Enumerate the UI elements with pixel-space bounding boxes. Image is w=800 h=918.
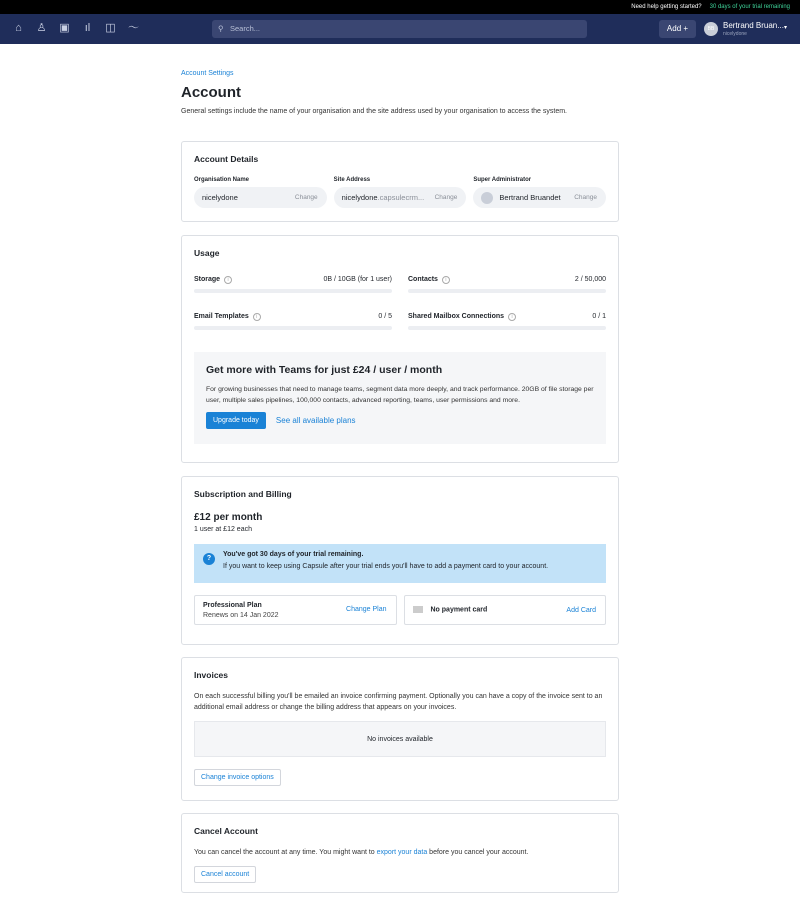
cancel-text-before: You can cancel the account at any time. You might want to [194,849,377,856]
promo-title: Get more with Teams for just £24 / user / month [206,364,443,376]
chevron-down-icon[interactable]: ▾ [784,25,788,31]
trial-notice [194,544,606,583]
site-label: Site Address [333,177,371,183]
card-title: Invoices [194,670,229,680]
help-link[interactable]: Need help getting started? [631,4,702,10]
see-plans-link[interactable]: See all available plans [275,416,356,425]
invoices-text: On each successful billing you'll be emailed an invoice confirming payment. Optionally you can have a copy of the invoice sent to an additional email address or change the billing address that appears on your invoices. [194,693,603,711]
account-details-card [181,141,619,222]
page-intro: General settings include the name of your organisation and the site address used by your organisation to access the system. [181,108,567,115]
org-label: Organisation Name [194,177,250,183]
usage-item [194,276,392,293]
usage-item [194,313,392,330]
card-title: Account Details [194,154,259,164]
change-admin-button[interactable]: Change [574,194,598,201]
invoices-card [181,657,619,801]
info-icon[interactable]: i [253,313,261,321]
projects-icon[interactable]: ◫ [105,22,116,34]
notice-title: You've got 30 days of your trial remaining. [223,551,364,558]
reports-icon[interactable]: ıl [84,22,91,34]
notice-text: If you want to keep using Capsule after your trial ends you'll have to add a payment card to your account. [223,563,549,570]
usage-value: 2 / 50,000 [574,276,606,283]
promo-text: For growing businesses that need to manage teams, segment data more deeply, and track performance. 20GB of file storage per user, multiple sales pipelines, 100,000 contacts, advanced reporting, teams, user permissions and more. [206,386,594,404]
org-name-field [194,187,327,208]
site-domain: .capsulecrm... [377,193,425,202]
upgrade-promo [194,352,606,444]
navbar [0,14,800,44]
search-icon: ⚲ [218,24,224,33]
calendar-icon[interactable]: ▣ [59,22,70,34]
change-site-button[interactable]: Change [434,194,458,201]
plan-name: Professional Plan [203,602,262,609]
cancel-card [181,813,619,893]
person-icon[interactable]: ♙ [36,22,47,34]
change-org-button[interactable]: Change [294,194,318,201]
usage-bar [408,289,606,293]
question-icon: ? [203,553,215,565]
site-address-field [334,187,467,208]
cancel-text [194,847,606,858]
credit-card-icon [413,606,423,613]
cancel-text-after: before you cancel your account. [427,849,529,856]
cancel-account-button[interactable]: Cancel account [194,866,256,883]
home-icon[interactable]: ⌂ [15,22,22,34]
add-button[interactable]: Add + [659,20,696,38]
usage-item [408,276,606,293]
plan-box [194,595,397,625]
upgrade-button[interactable]: Upgrade today [206,412,266,429]
usage-bar [408,326,606,330]
payment-box [404,595,607,625]
usage-label: Contacts [408,276,438,283]
export-data-link[interactable]: export your data [376,849,428,856]
usage-label: Shared Mailbox Connections [408,313,505,320]
admin-field [473,187,606,208]
usage-value: 0B / 10GB (for 1 user) [323,276,392,283]
change-plan-link[interactable]: Change Plan [346,606,387,613]
usage-bar [194,326,392,330]
card-title: Subscription and Billing [194,489,292,499]
user-org: nicelydone [723,31,747,37]
usage-bar [194,289,392,293]
page-title: Account [181,84,241,101]
top-strip [0,0,800,14]
avatar[interactable]: BB [704,22,718,36]
info-icon[interactable]: i [442,276,450,284]
admin-label: Super Administrator [473,177,532,183]
usage-label: Email Templates [194,313,249,320]
usage-value: 0 / 1 [592,313,606,320]
trial-link[interactable]: 30 days of your trial remaining [709,4,790,10]
change-invoice-options-button[interactable]: Change invoice options [194,769,281,786]
user-name[interactable]: Bertrand Bruan... [723,21,784,30]
price-sub: 1 user at £12 each [194,526,252,533]
activity-icon[interactable]: 〜 [128,22,139,34]
invoices-empty: No invoices available [194,721,606,757]
usage-label: Storage [194,276,221,283]
price: £12 per month [194,512,263,523]
add-card-link[interactable]: Add Card [566,607,596,614]
card-title: Cancel Account [194,826,258,836]
info-icon[interactable]: i [508,313,516,321]
billing-card [181,476,619,645]
site-sub: nicelydone [341,193,378,202]
no-card-text: No payment card [430,606,488,614]
org-value: nicelydone [202,193,238,202]
search-placeholder: Search... [230,24,261,33]
card-title: Usage [194,248,220,258]
breadcrumb[interactable]: Account Settings [181,70,234,77]
usage-value: 0 / 5 [378,313,392,320]
usage-item [408,313,606,330]
admin-name: Bertrand Bruandet [499,193,561,202]
info-icon[interactable]: i [224,276,232,284]
plan-renews: Renews on 14 Jan 2022 [203,612,279,619]
search-input[interactable] [212,20,587,38]
usage-card [181,235,619,463]
admin-avatar [481,192,493,204]
